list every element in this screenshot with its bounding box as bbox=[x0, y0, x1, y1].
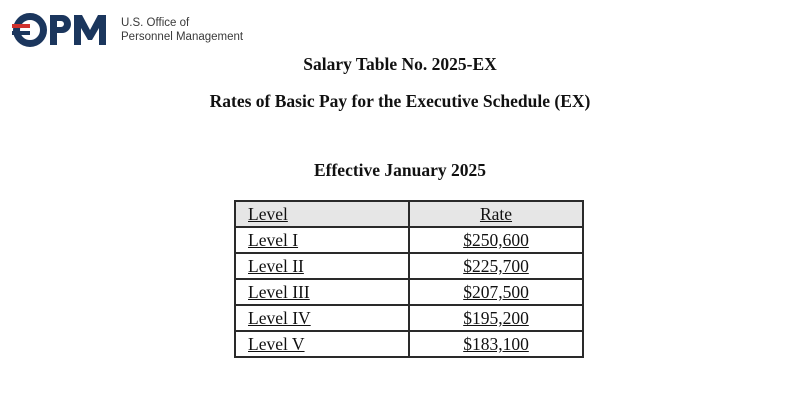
level-cell: Level V bbox=[235, 331, 409, 357]
rate-cell: $183,100 bbox=[409, 331, 583, 357]
document-subtitle: Rates of Basic Pay for the Executive Schedule (EX) bbox=[209, 91, 591, 111]
table-header-row bbox=[235, 201, 583, 227]
rate-cell: $195,200 bbox=[409, 305, 583, 331]
logo-line-1: U.S. Office of bbox=[121, 17, 190, 29]
table-row bbox=[235, 279, 583, 305]
rate-cell: $207,500 bbox=[409, 279, 583, 305]
logo-red-stripe bbox=[12, 24, 30, 28]
table-row bbox=[235, 331, 583, 357]
logo-o-ring bbox=[17, 17, 44, 44]
level-cell: Level I bbox=[235, 227, 409, 253]
salary-table bbox=[234, 200, 584, 358]
level-cell: Level III bbox=[235, 279, 409, 305]
opm-logo[interactable] bbox=[12, 12, 252, 52]
rate-cell: $225,700 bbox=[409, 253, 583, 279]
rate-cell: $250,600 bbox=[409, 227, 583, 253]
document-title: Salary Table No. 2025-EX bbox=[303, 54, 497, 74]
logo-letter-m bbox=[74, 15, 106, 45]
header-level: Level bbox=[235, 201, 409, 227]
level-cell: Level II bbox=[235, 253, 409, 279]
logo-agency-name bbox=[121, 16, 243, 44]
table-row bbox=[235, 253, 583, 279]
level-cell: Level IV bbox=[235, 305, 409, 331]
logo-blue-stripe bbox=[12, 31, 30, 35]
table-row bbox=[235, 305, 583, 331]
effective-date: Effective January 2025 bbox=[313, 160, 487, 180]
logo-letter-p bbox=[50, 15, 71, 45]
logo-line-2: Personnel Management bbox=[121, 31, 244, 43]
opm-logo-mark bbox=[12, 12, 116, 48]
table-row bbox=[235, 227, 583, 253]
header-rate: Rate bbox=[409, 201, 583, 227]
